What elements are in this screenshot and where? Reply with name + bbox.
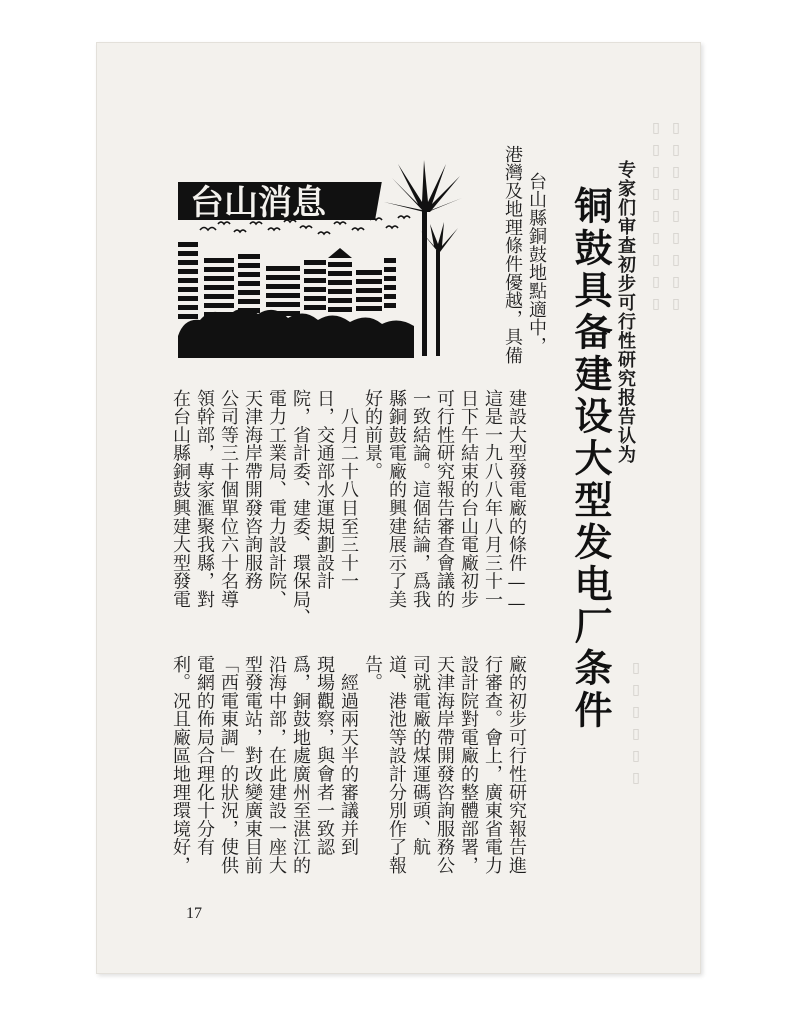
- text-column: 院，省計委、建委、環保局、: [290, 389, 311, 627]
- text-column: 公司等三十個單位六十名導: [218, 389, 239, 609]
- text-column: 行審查。會上，廣東省電力: [482, 655, 503, 875]
- intro-column: 港灣及地理條件優越，具備: [502, 145, 523, 365]
- text-column: 縣銅鼓電廠的興建展示了美: [386, 389, 407, 609]
- text-column: 告。: [362, 655, 383, 692]
- text-column: 設計院對電廠的整體部署，: [458, 655, 479, 875]
- text-column: 天津海岸帶開發咨詢服務: [242, 389, 263, 591]
- text-column: 道、港池等設計分別作了報: [386, 655, 407, 875]
- text-column: 建設大型發電廠的條件——: [506, 389, 527, 615]
- article-title: 铜鼓具备建设大型发电厂条件: [568, 186, 612, 732]
- text-column: 在台山縣銅鼓興建大型發電: [170, 389, 191, 609]
- text-column: 日，交通部水運規劃設計: [314, 389, 335, 591]
- bleed-through-text: ▯▯▯▯▯▯▯▯▯: [648, 120, 664, 318]
- masthead-logo: [178, 158, 464, 358]
- text-column: 領幹部，專家滙聚我縣，對: [194, 389, 215, 609]
- text-column: 型發電站，對改變廣東目前: [242, 655, 263, 875]
- text-column: 天津海岸帶開發咨詢服務公: [434, 655, 455, 875]
- text-column: 現場觀察，與會者一致認: [314, 655, 335, 857]
- text-column: 可行性研究報告審查會議的: [434, 389, 455, 609]
- text-column: 電網的佈局合理化十分有: [194, 655, 215, 857]
- text-column: 司就電廠的煤運碼頭、航: [410, 655, 431, 857]
- masthead-title: [178, 182, 382, 223]
- skyline-buildings: [178, 242, 396, 319]
- text-column: 利。况且廠區地理環境好，: [170, 655, 191, 875]
- text-column: 「西電東調」的狀況，使供: [218, 655, 239, 875]
- bleed-through-text: ▯▯▯▯▯▯▯▯▯: [668, 120, 684, 318]
- tree-line: [178, 308, 414, 358]
- text-column: 日下午結束的台山電廠初步: [458, 389, 479, 609]
- page-number: 17: [186, 905, 202, 922]
- text-column: 經過兩天半的審議并到: [338, 655, 359, 857]
- text-column: 一致結論。這個結論，爲我: [410, 389, 431, 609]
- text-column: 沿海中部，在此建設一座大: [266, 655, 287, 875]
- text-column: 電力工業局、電力設計院、: [266, 389, 287, 609]
- text-column: 好的前景。: [362, 389, 383, 481]
- bleed-through-text: ▯▯▯▯▯▯: [628, 660, 644, 792]
- article-subtitle: 专家们审查初步可行性研究报告认为: [615, 160, 636, 464]
- masthead-name: 台山消息: [190, 183, 326, 223]
- text-column: 廠的初步可行性研究報告進: [506, 655, 527, 875]
- text-column: 這是一九八八年八月三十一: [482, 389, 503, 609]
- text-column: 爲，銅鼓地處廣州至湛江的: [290, 655, 311, 875]
- text-column: 八月二十八日至三十一: [338, 389, 359, 591]
- intro-column: 台山縣銅鼓地點適中，: [526, 172, 547, 355]
